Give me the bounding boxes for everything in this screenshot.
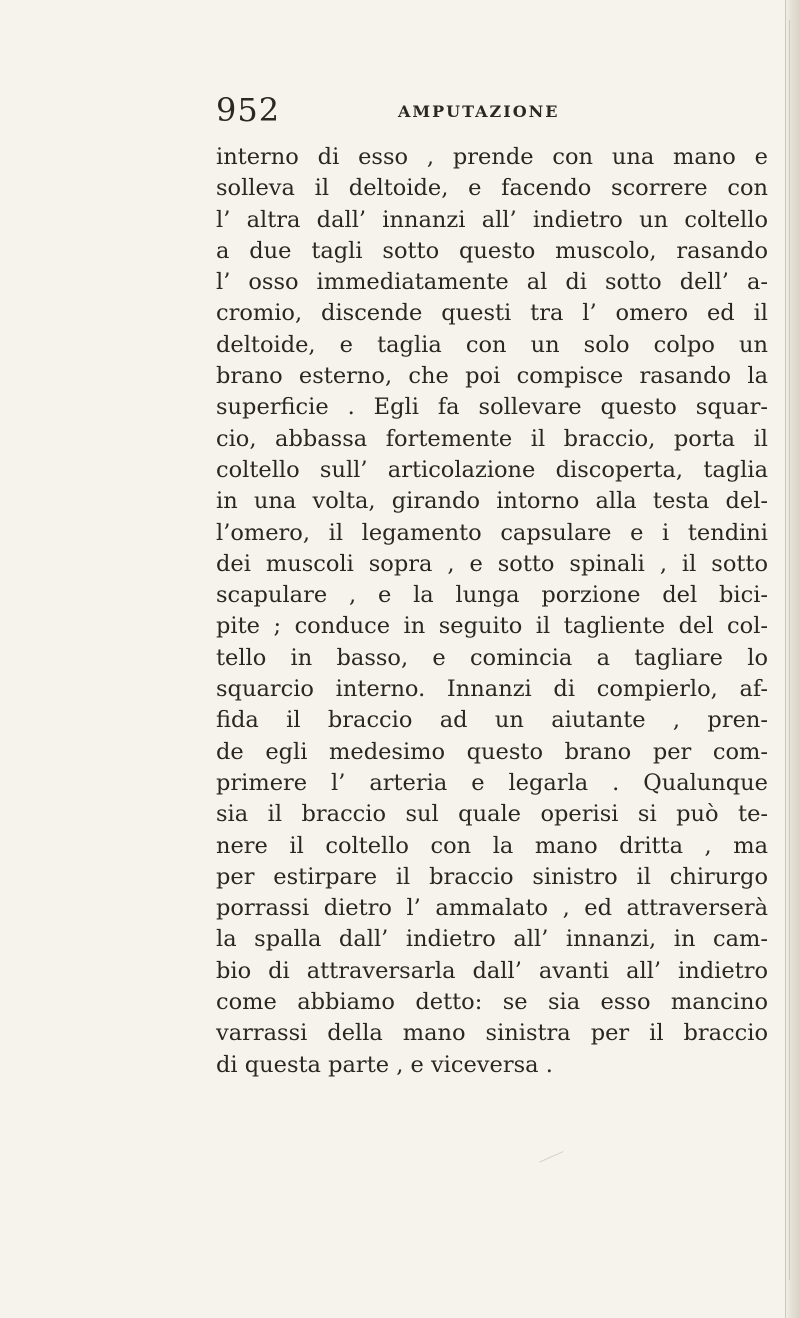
page-edge-line [789, 20, 790, 1280]
text-line: superficie . Egli fa sollevare questo squar- [216, 394, 768, 421]
text-line: l’ osso immediatamente al di sotto dell’ a- [216, 269, 768, 296]
text-line: coltello sull’ articolazione discoperta, taglia [216, 456, 768, 483]
text-line: porrassi dietro l’ ammalato , ed attraverserà [216, 895, 768, 922]
page-number: 952 [216, 91, 281, 129]
text-line: l’omero, il legamento capsulare e i tendini [216, 519, 768, 546]
text-line: a due tagli sotto questo muscolo, rasando [216, 237, 768, 264]
text-line: la spalla dall’ indietro all’ innanzi, in cam- [216, 926, 768, 953]
text-line: fida il braccio ad un aiutante , pren- [216, 707, 768, 734]
page-edge [785, 0, 800, 1318]
text-line: de egli medesimo questo brano per com- [216, 738, 768, 765]
body-text [216, 142, 768, 1081]
text-line: interno di esso , prende con una mano e [216, 144, 768, 170]
text-line: primere l’ arteria e legarla . Qualunque [216, 769, 768, 796]
text-line: per estirpare il braccio sinistro il chirurgo [216, 863, 768, 890]
text-line: in una volta, girando intorno alla testa del- [216, 488, 768, 515]
text-line: tello in basso, e comincia a tagliare lo [216, 644, 768, 671]
text-line: come abbiamo detto: se sia esso mancino [216, 989, 768, 1016]
text-line: bio di attraversarla dall’ avanti all’ indietro [216, 957, 768, 984]
text-line: nere il coltello con la mano dritta , ma [216, 832, 768, 859]
text-line: solleva il deltoide, e facendo scorrere con [216, 175, 768, 202]
text-line: squarcio interno. Innanzi di compierlo, af- [216, 676, 768, 703]
text-line: di questa parte , e viceversa . [216, 1051, 553, 1078]
page-header [216, 92, 636, 132]
text-line: varrassi della mano sinistra per il braccio [216, 1020, 768, 1047]
text-line: deltoide, e taglia con un solo colpo un [216, 331, 768, 358]
text-line: brano esterno, che poi compisce rasando la [216, 363, 768, 390]
running-title: AMPUTAZIONE [398, 102, 560, 121]
text-line: scapulare , e la lunga porzione del bici- [216, 582, 768, 609]
text-line: dei muscoli sopra , e sotto spinali , il sotto [216, 550, 768, 577]
text-line: pite ; conduce in seguito il tagliente del col- [216, 613, 768, 640]
stray-pencil-mark [539, 1151, 566, 1170]
text-line: l’ altra dall’ innanzi all’ indietro un coltello [216, 206, 768, 233]
text-line: sia il braccio sul quale operisi si può te- [216, 801, 768, 828]
text-line: cromio, discende questi tra l’ omero ed il [216, 300, 768, 327]
text-line: cio, abbassa fortemente il braccio, porta il [216, 425, 768, 452]
